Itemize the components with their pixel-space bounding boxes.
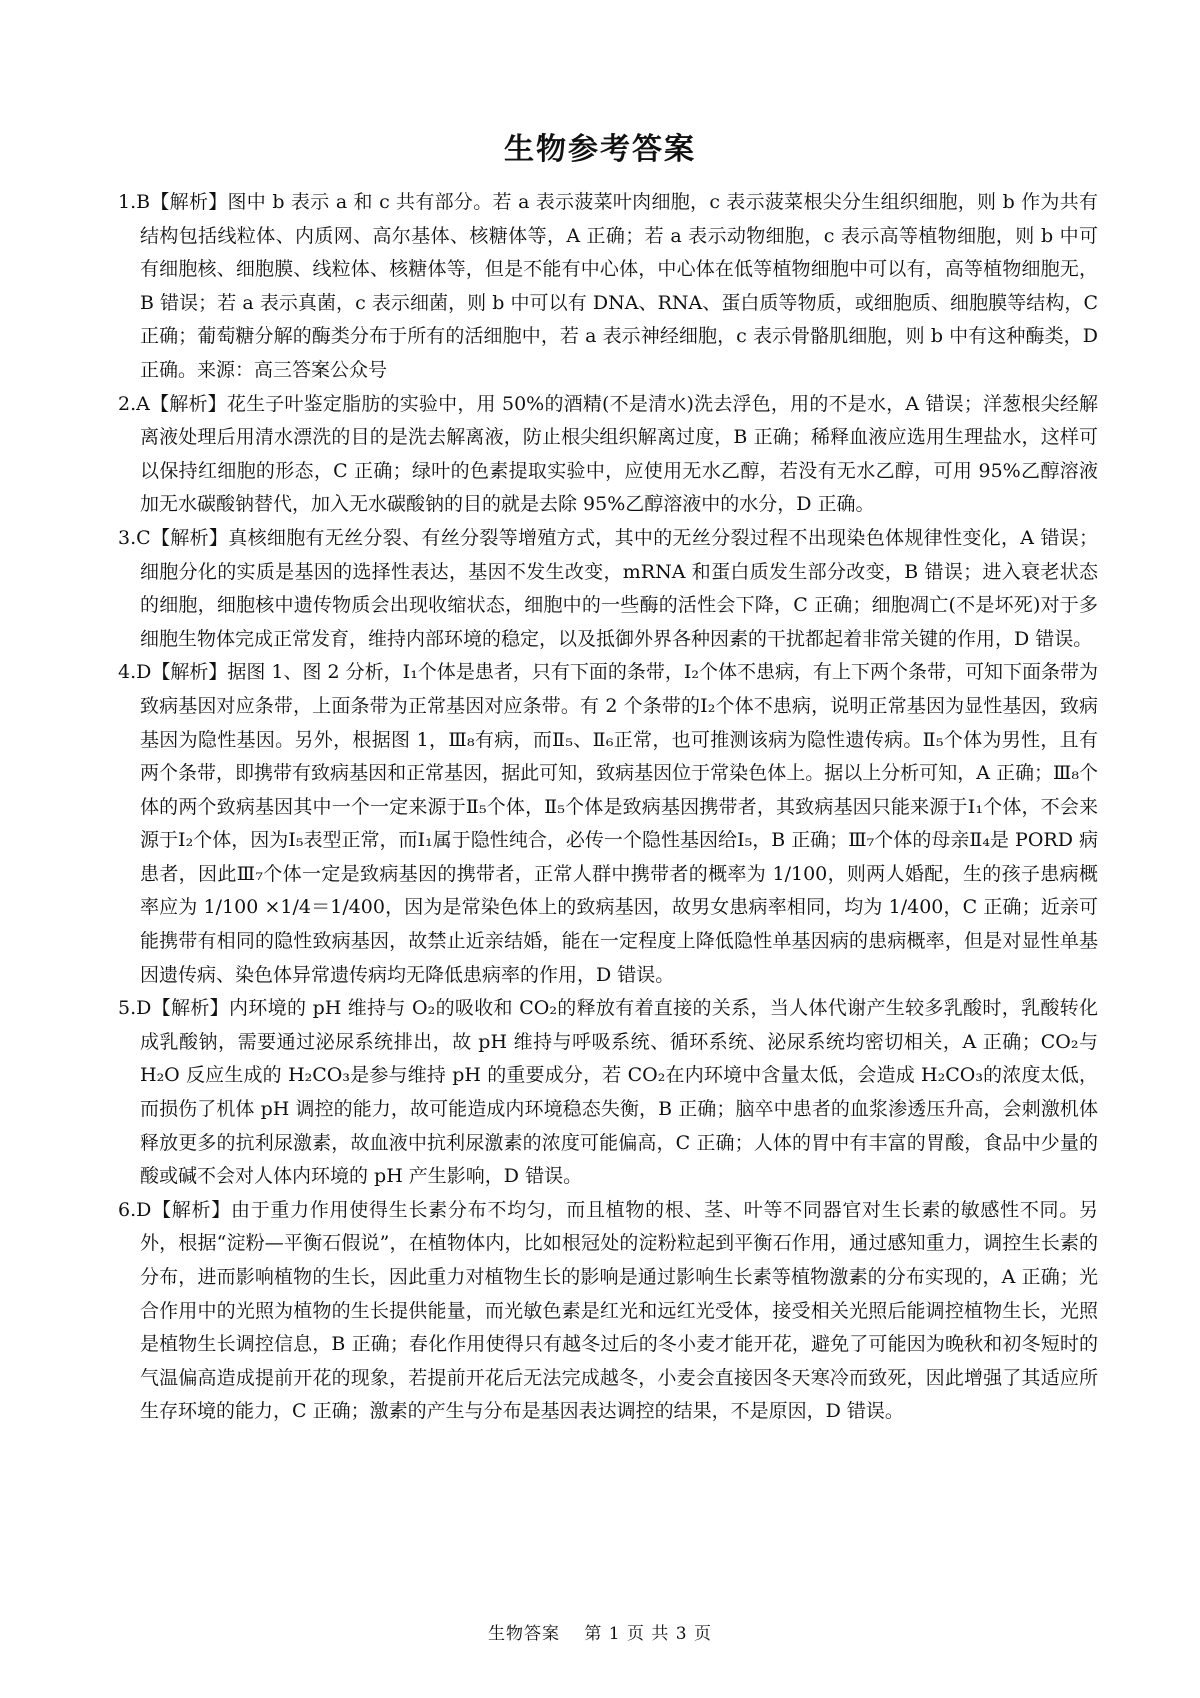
answer-item-5: 5.D【解析】内环境的 pH 维持与 O₂的吸收和 CO₂的释放有着直接的关系，当人体代谢产生较多乳酸时，乳酸转化成乳酸钠，需要通过泌尿系统排出，故 pH 维持与呼吸系统、循环系统、泌尿系统均密切相关，A 正确；CO₂与 H₂O 反应生成的 H₂CO₃是参与维持 pH 的重要成分，若 CO₂在内环境中含量太低，会造成 H₂CO₃的浓度太低，而损伤了机体 pH 调控的能力，故可能造成内环境稳态失衡，B 正确；脑卒中患者的血浆渗透压升高，会刺激机体释放更多的抗利尿激素，故血液中抗利尿激素的浓度可能偏高，C 正确；人体的胃中有丰富的胃酸，食品中少量的酸或碱不会对人体内环境的 pH 产生影响，D 错误。 bbox=[118, 997, 1098, 1188]
page-footer: 生物答案 第 1 页 共 3 页 bbox=[487, 1624, 713, 1644]
answer-item-1: 1.B【解析】图中 b 表示 a 和 c 共有部分。若 a 表示菠菜叶肉细胞，c 表示菠菜根尖分生组织细胞，则 b 作为共有结构包括线粒体、内质网、高尔基体、核糖体等，A 正确；若 a 表示动物细胞，c 表示高等植物细胞，则 b 中可有细胞核、细胞膜、线粒体、核糖体等，但是不能有中心体，中心体在低等植物细胞中可以有，高等植物细胞无，B 错误；若 a 表示真菌，c 表示细菌，则 b 中可以有 DNA、RNA、蛋白质等物质，或细胞质、细胞膜等结构，C 正确；葡萄糖分解的酶类分布于所有的活细胞中，若 a 表示神经细胞，c 表示骨骼肌细胞，则 b 中有这种酶类，D 正确。来源：高三答案公众号 bbox=[118, 191, 1098, 381]
answer-item-6: 6.D【解析】由于重力作用使得生长素分布不均匀，而且植物的根、茎、叶等不同器官对生长素的敏感性不同。另外，根据“淀粉—平衡石假说”，在植物体内，比如根冠处的淀粉粒起到平衡石作用，通过感知重力，调控生长素的分布，进而影响植物的生长，因此重力对植物生长的影响是通过影响生长素等植物激素的分布实现的，A 正确；光合作用中的光照为植物的生长提供能量，而光敏色素是红光和远红光受体，接受相关光照后能调控植物生长，光照是植物生长调控信息，B 正确；春化作用使得只有越冬过后的冬小麦才能开花，避免了可能因为晚秋和初冬短时的气温偏高造成提前开花的现象，若提前开花后无法完成越冬，小麦会直接因冬天寒冷而致死，因此增强了其适应所生存环境的能力，C 正确；激素的产生与分布是基因表达调控的结果，不是原因，D 错误。 bbox=[118, 1198, 1098, 1423]
answer-item-3: 3.C【解析】真核细胞有无丝分裂、有丝分裂等增殖方式，其中的无丝分裂过程不出现染色体规律性变化，A 错误；细胞分化的实质是基因的选择性表达，基因不发生改变，mRNA 和蛋白质发生部分改变，B 错误；进入衰老状态的细胞，细胞核中遗传物质会出现收缩状态，细胞中的一些酶的活性会下降，C 正确；细胞凋亡(不是坏死)对于多细胞生物体完成正常发育，维持内部环境的稳定，以及抵御外界各种因素的干扰都起着非常关键的作用，D 错误。 bbox=[118, 526, 1098, 650]
answer-item-4: 4.D【解析】据图 1、图 2 分析，Ⅰ₁个体是患者，只有下面的条带，Ⅰ₂个体不患病，有上下两个条带，可知下面条带为致病基因对应条带，上面条带为正常基因对应条带。有 2 个条带的Ⅰ₂个体不患病，说明正常基因为显性基因，致病基因为隐性基因。另外，根据图 1，Ⅲ₈有病，而Ⅱ₅、Ⅱ₆正常，也可推测该病为隐性遗传病。Ⅱ₅个体为男性，且有两个条带，即携带有致病基因和正常基因，据此可知，致病基因位于常染色体上。据以上分析可知，A 正确；Ⅲ₈个体的两个致病基因其中一个一定来源于Ⅱ₅个体，Ⅱ₅个体是致病基因携带者，其致病基因只能来源于Ⅰ₁个体，不会来源于Ⅰ₂个体，因为Ⅰ₅表型正常，而Ⅰ₁属于隐性纯合，必传一个隐性基因给Ⅰ₅，B 正确；Ⅲ₇个体的母亲Ⅱ₄是 PORD 病患者，因此Ⅲ₇个体一定是致病基因的携带者，正常人群中携带者的概率为 1/100，则两人婚配，生的孩子患病概率应为 1/100 ×1/4＝1/400，因为是常染色体上的致病基因，故男女患病率相同，均为 1/400，C 正确；近亲可能携带有相同的隐性致病基因，故禁止近亲结婚，能在一定程度上降低隐性单基因病的患病概率，但是对显性单基因遗传病、染色体异常遗传病均无降低患病率的作用，D 错误。 bbox=[118, 661, 1098, 986]
page-title: 生物参考答案 bbox=[504, 132, 696, 167]
answer-list bbox=[118, 186, 1098, 1429]
answer-item-2: 2.A【解析】花生子叶鉴定脂肪的实验中，用 50%的酒精(不是清水)洗去浮色，用的不是水，A 错误；洋葱根尖经解离液处理后用清水漂洗的目的是洗去解离液，防止根尖组织解离过度，B 正确；稀释血液应选用生理盐水，这样可以保持红细胞的形态，C 正确；绿叶的色素提取实验中，应使用无水乙醇，若没有无水乙醇，可用 95%乙醇溶液加无水碳酸钠替代，加入无水碳酸钠的目的就是去除 95%乙醇溶液中的水分，D 正确。 bbox=[118, 392, 1098, 516]
